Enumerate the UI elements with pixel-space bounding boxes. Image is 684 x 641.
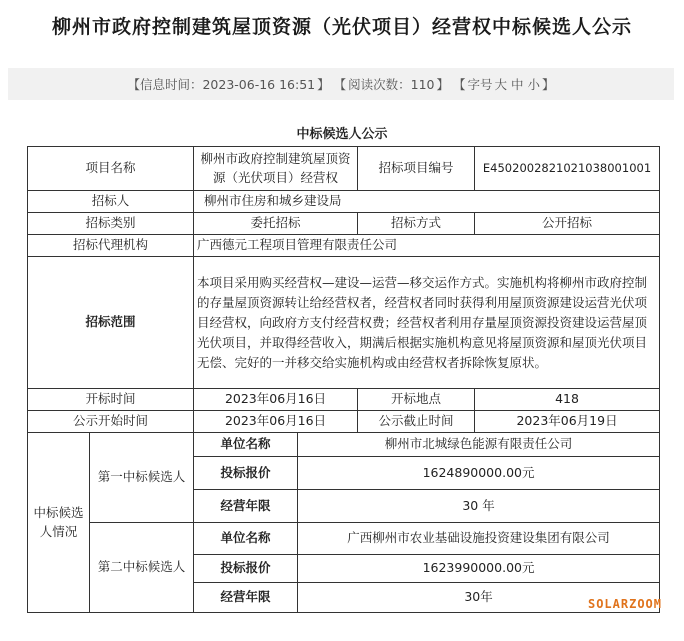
- candidate-2-unit-label: 单位名称: [194, 523, 298, 555]
- info-bracket-close: 】: [542, 77, 555, 92]
- candidate-1-term-label: 经营年限: [194, 490, 298, 523]
- candidate-1-price-label: 投标报价: [194, 457, 298, 490]
- info-time-label: 信息时间：: [139, 77, 203, 92]
- publish-start-value: 2023年06月16日: [194, 411, 358, 433]
- table-row: [28, 411, 660, 433]
- project-name-value: 柳州市政府控制建筑屋顶资源（光伏项目）经营权: [194, 147, 358, 191]
- candidate-2-price-value: 1623990000.00元: [298, 555, 660, 583]
- candidate-2-price-label: 投标报价: [194, 555, 298, 583]
- tender-method-label: 招标方式: [358, 213, 475, 235]
- candidate-1-term-value: 30 年: [298, 490, 660, 523]
- open-place-value: 418: [475, 389, 660, 411]
- table-row: [28, 257, 660, 389]
- tender-type-value: 委托招标: [194, 213, 358, 235]
- agency-label: 招标代理机构: [28, 235, 194, 257]
- tender-type-label: 招标类别: [28, 213, 194, 235]
- views-value: 110: [410, 76, 435, 92]
- project-no-label: 招标项目编号: [358, 147, 475, 191]
- table-row: [28, 389, 660, 411]
- info-time-value: 2023-06-16 16:51: [202, 76, 316, 92]
- publish-start-label: 公示开始时间: [28, 411, 194, 433]
- table-row: [28, 213, 660, 235]
- tenderer-value: 柳州市住房和城乡建设局: [194, 191, 660, 213]
- info-bracket-mid-1: 】 【: [317, 77, 347, 92]
- publish-end-label: 公示截止时间: [358, 411, 475, 433]
- info-bracket-open: 【: [127, 77, 140, 92]
- scope-label: 招标范围: [28, 257, 194, 389]
- publish-end-value: 2023年06月19日: [475, 411, 660, 433]
- table-row: [28, 191, 660, 213]
- agency-value: 广西德元工程项目管理有限责任公司: [194, 235, 660, 257]
- tenderer-label: 招标人: [28, 191, 194, 213]
- table-row: [28, 235, 660, 257]
- font-size-medium-link[interactable]: 中: [511, 77, 524, 92]
- candidate-1-rank: 第一中标候选人: [90, 433, 194, 523]
- tender-method-value: 公开招标: [475, 213, 660, 235]
- candidate-1-price-value: 1624890000.00元: [298, 457, 660, 490]
- info-bar: [8, 68, 674, 100]
- project-no-value: E4502002821021038001001: [475, 147, 660, 191]
- info-bracket-mid-2: 】 【: [436, 77, 466, 92]
- font-size-small-link[interactable]: 小: [527, 77, 541, 92]
- candidates-label: 中标候选人情况: [28, 433, 90, 613]
- candidate-1-unit-value: 柳州市北城绿色能源有限责任公司: [298, 433, 660, 457]
- scope-value: 本项目采用购买经营权—建设—运营—移交运作方式。实施机构将柳州市政府控制的存量屋顶资源转让给经营权者，经营权者同时获得利用屋顶资源建设运营光伏项目经营权，向政府方支付经营权费；经营权者利用存量屋顶资源投资建设运营屋顶光伏项目，并取得经营收入，期满后根据实施机构意见将屋顶资源和屋顶光伏项目无偿、完好的一并移交给实施机构或由经营权者拆除恢复原状。: [194, 257, 660, 389]
- table-row: [28, 523, 660, 555]
- bid-candidate-table: [27, 146, 660, 613]
- font-size-label: 字号: [467, 77, 493, 92]
- candidate-2-term-value: 30年: [298, 583, 660, 613]
- table-row: [28, 147, 660, 191]
- solarzoom-watermark: SOLARZOOM: [587, 597, 662, 611]
- candidate-2-term-label: 经营年限: [194, 583, 298, 613]
- open-time-label: 开标时间: [28, 389, 194, 411]
- candidate-2-unit-value: 广西柳州市农业基础设施投资建设集团有限公司: [298, 523, 660, 555]
- open-place-label: 开标地点: [358, 389, 475, 411]
- views-label: 阅读次数：: [348, 77, 411, 92]
- page-title: 柳州市政府控制建筑屋顶资源（光伏项目）经营权中标候选人公示: [51, 16, 632, 38]
- project-name-label: 项目名称: [28, 147, 194, 191]
- open-time-value: 2023年06月16日: [194, 389, 358, 411]
- candidate-2-rank: 第二中标候选人: [90, 523, 194, 613]
- table-row: [28, 433, 660, 457]
- font-size-large-link[interactable]: 大: [494, 77, 507, 92]
- table-title: 中标候选人公示: [296, 127, 388, 142]
- candidate-1-unit-label: 单位名称: [194, 433, 298, 457]
